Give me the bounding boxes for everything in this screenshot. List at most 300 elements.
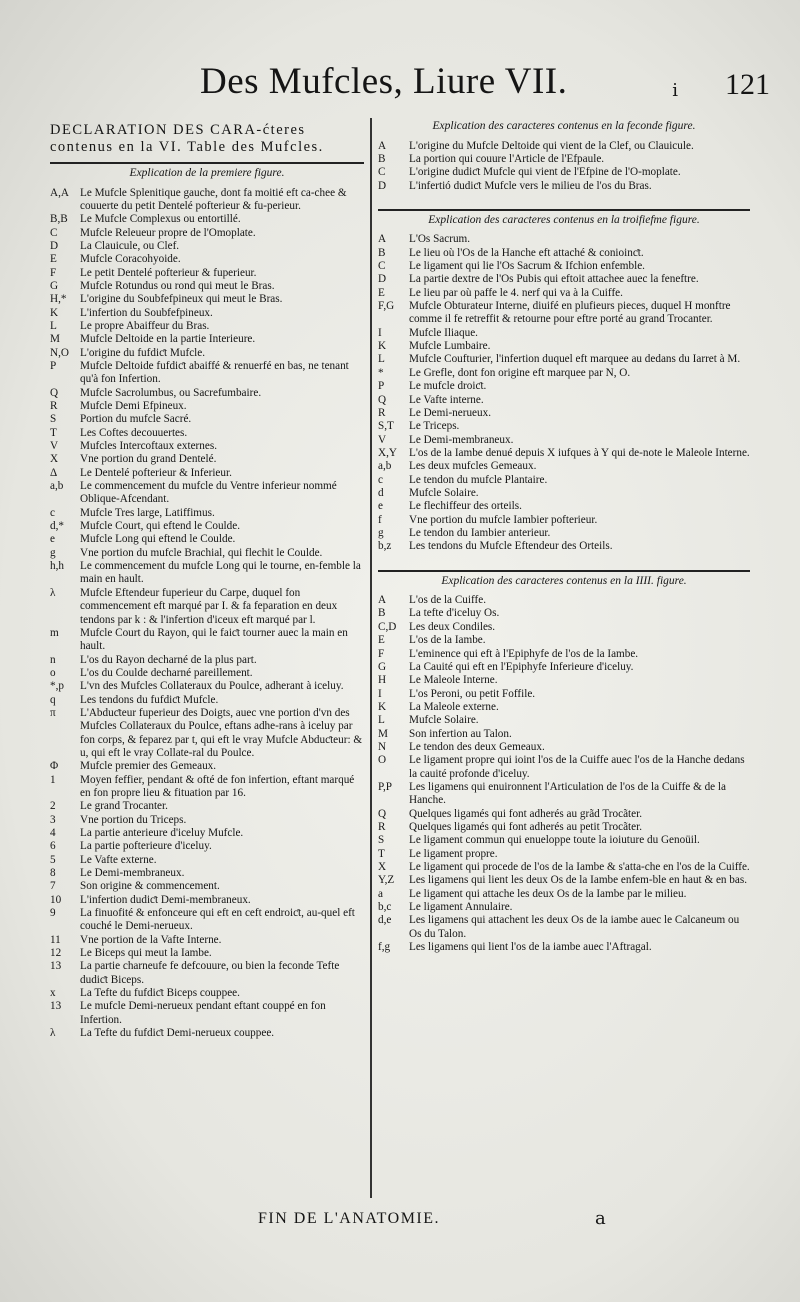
section-rule	[378, 570, 750, 572]
legend-entry	[50, 947, 364, 960]
legend-entry	[378, 327, 750, 340]
legend-entry	[378, 407, 750, 420]
legend-key: R	[378, 820, 386, 833]
legend-entry	[378, 367, 750, 380]
legend-key: 12	[50, 947, 62, 960]
legend-entry	[378, 514, 750, 527]
legend-entry	[378, 728, 750, 741]
legend-text: Les tendons du fufdiƈt Mufcle.	[80, 693, 219, 706]
legend-entry	[50, 253, 364, 266]
legend-text: Le lieu par où paffe le 4. nerf qui va à la Cuiffe.	[409, 286, 623, 299]
legend-key: B	[378, 152, 386, 165]
legend-text: Mufcle Solaire.	[409, 714, 479, 727]
legend-entry	[378, 434, 750, 447]
legend-key: *	[378, 366, 384, 379]
legend-text: L'Abduƈteur fuperieur des Doigts, auec vne portion d'vn des Mufcles Collateraux du Poulce, eftans adhe-rans à iceluy par fon corps, & feparez par t, qui eft le vray Mufcle Abduƈteur: & u, qui eft le vray Collate-ral du Poulce.	[80, 706, 363, 759]
legend-entry	[378, 166, 750, 179]
legend-key: E	[378, 634, 385, 647]
section-rule	[378, 209, 750, 211]
legend-entry	[50, 1000, 364, 1027]
legend-text: Les ligamens qui lient les deux Os de la Iambe enfem-ble en haut & en bas.	[409, 874, 748, 887]
legend-key: K	[378, 700, 387, 713]
legend-text: L'os Peroni, ou petit Foffile.	[409, 687, 536, 700]
legend-entry	[50, 587, 364, 627]
legend-entry	[378, 781, 750, 808]
legend-text: Les Coftes decouuertes.	[80, 426, 188, 439]
legend-text: Les deux mufcles Gemeaux.	[409, 460, 537, 473]
legend-entry	[378, 380, 750, 393]
legend-key: X	[378, 861, 387, 873]
legend-entry	[50, 774, 364, 801]
legend-key: H	[378, 674, 387, 687]
legend-entry	[50, 507, 364, 520]
legend-list-fourth-figure	[378, 594, 750, 954]
legend-text: L'origine du fufdiƈt Mufcle.	[80, 346, 206, 359]
legend-text: Mufcle Court du Rayon, qui le faiƈt tourner auec la main en hault.	[80, 626, 348, 653]
legend-entry	[378, 487, 750, 500]
legend-text: L'origine du Soubfefpineux qui meut le Bras.	[80, 293, 283, 306]
legend-entry	[378, 500, 750, 513]
legend-key: Q	[50, 386, 59, 399]
legend-key: m	[50, 626, 59, 639]
legend-list-second-figure	[378, 140, 750, 193]
handwritten-mark: a	[595, 1208, 606, 1229]
legend-key: O	[378, 754, 387, 767]
legend-entry	[378, 447, 750, 460]
legend-text: Les ligamens qui attachent les deux Os de la iambe auec le Calcaneum ou Os du Talon.	[409, 914, 740, 940]
legend-key: P	[50, 359, 57, 372]
legend-text: Mufcle Demi Efpineux.	[80, 400, 187, 412]
legend-text: Le mufcle Demi-nerueux pendant eftant couppé en fon Infertion.	[80, 1000, 326, 1026]
legend-entry	[378, 180, 750, 193]
legend-entry	[378, 621, 750, 634]
legend-list-third-figure	[378, 233, 750, 553]
legend-entry	[50, 240, 364, 253]
legend-text: Vne portion du mufcle Iambier pofterieur.	[409, 513, 598, 526]
legend-entry	[50, 467, 364, 480]
legend-key: o	[50, 666, 56, 679]
legend-key: K	[378, 340, 387, 353]
legend-key: x	[50, 987, 56, 1000]
legend-entry	[50, 520, 364, 533]
legend-key: f,g	[378, 941, 391, 954]
legend-entry	[378, 941, 750, 954]
legend-entry	[50, 694, 364, 707]
legend-entry	[50, 307, 364, 320]
legend-text: Le flechiffeur des orteils.	[409, 500, 522, 513]
legend-entry	[50, 560, 364, 587]
legend-key: Δ	[50, 466, 58, 479]
legend-entry	[378, 901, 750, 914]
legend-text: La partie dextre de l'Os Pubis qui eftoit attachee auec la feneftre.	[409, 273, 699, 286]
legend-entry	[50, 347, 364, 360]
legend-text: L'os du Coulde decharné pareillement.	[80, 666, 253, 679]
legend-key: T	[378, 847, 385, 860]
legend-entry	[378, 300, 750, 327]
legend-key: L	[50, 319, 57, 332]
legend-key: b,c	[378, 901, 392, 914]
legend-entry	[378, 634, 750, 647]
legend-text: Le ligament qui lie l'Os Sacrum & Ifchion enfemble.	[409, 260, 645, 273]
legend-text: Vne portion du mufcle Brachial, qui flechit le Coulde.	[80, 546, 323, 559]
legend-text: L'origine du Mufcle Deltoide qui vient de la Clef, ou Clauicule.	[409, 139, 694, 152]
legend-text: Le Vafte externe.	[80, 853, 157, 866]
legend-key: 8	[50, 867, 56, 880]
legend-key: N	[378, 740, 387, 753]
legend-entry	[378, 594, 750, 607]
legend-entry	[378, 273, 750, 286]
legend-text: La Clauicule, ou Clef.	[80, 239, 180, 252]
legend-text: L'vn des Mufcles Collateraux du Poulce, adherant à iceluy.	[80, 680, 344, 693]
legend-entry	[50, 480, 364, 507]
legend-text: Mufcle premier des Gemeaux.	[80, 760, 217, 773]
legend-entry	[50, 547, 364, 560]
legend-entry	[50, 934, 364, 947]
legend-text: Mufcle Solaire.	[409, 486, 479, 499]
legend-entry	[378, 848, 750, 861]
legend-text: La Tefte du fufdiƈt Demi-nerueux couppee.	[80, 1027, 275, 1040]
legend-entry	[50, 387, 364, 400]
legend-text: Le ligament propre.	[409, 847, 498, 860]
legend-key: B	[378, 246, 386, 259]
legend-entry	[378, 287, 750, 300]
section-rule	[50, 162, 364, 164]
legend-key: e	[378, 500, 383, 513]
legend-text: Mufcle Iliaque.	[409, 326, 478, 339]
legend-text: Le Maleole Interne.	[409, 674, 498, 687]
legend-text: Le ligament qui procede de l'os de la Iambe & s'atta-che en l'os de la Cuiffe.	[409, 861, 750, 873]
legend-entry	[378, 714, 750, 727]
legend-text: Le Demi-membraneux.	[409, 433, 514, 446]
legend-text: Le Demi-nerueux.	[409, 406, 492, 419]
legend-text: Mufcle Tres large, Latiffimus.	[80, 506, 215, 519]
legend-key: e	[50, 533, 55, 546]
legend-text: Mufcle Sacrolumbus, ou Sacrefumbaire.	[80, 386, 262, 399]
legend-key: Y,Z	[378, 874, 395, 887]
legend-text: La Maleole externe.	[409, 700, 499, 713]
legend-entry	[378, 353, 750, 366]
legend-entry	[378, 741, 750, 754]
legend-key: L	[378, 353, 385, 366]
legend-text: L'os de la Iambe.	[409, 634, 486, 647]
legend-key: 13	[50, 1000, 62, 1013]
column-divider	[370, 118, 372, 1198]
legend-text: Le Triceps.	[409, 420, 460, 433]
legend-entry	[50, 907, 364, 934]
legend-text: Le tendon du mufcle Plantaire.	[409, 473, 548, 486]
legend-entry	[50, 654, 364, 667]
legend-key: d	[378, 486, 384, 499]
legend-key: 1	[50, 773, 56, 786]
legend-key: F	[378, 647, 385, 660]
section-title-fourth-figure: Explication des caracteres contenus en la IIII. figure.	[441, 574, 687, 587]
legend-key: C	[378, 260, 386, 273]
legend-entry	[378, 233, 750, 246]
legend-key: V	[50, 440, 59, 453]
legend-text: Le Demi-membraneux.	[80, 867, 185, 880]
legend-entry	[378, 688, 750, 701]
legend-key: X	[50, 453, 59, 466]
legend-text: La partie charneufe fe defcouure, ou bien la feconde Tefte dudiƈt Biceps.	[80, 960, 340, 986]
right-column	[378, 118, 750, 954]
legend-text: L'os de la Iambe denué depuis X iufques à Y qui de-note le Maleole Interne.	[409, 446, 750, 459]
legend-text: Quelques ligamés qui font adherés au grãd Trocãter.	[409, 807, 643, 820]
legend-key: B	[378, 607, 386, 620]
legend-entry	[50, 1027, 364, 1040]
legend-key: S	[50, 413, 57, 426]
legend-entry	[50, 400, 364, 413]
legend-entry	[378, 460, 750, 473]
legend-key: A,A	[50, 186, 69, 199]
legend-key: D	[378, 179, 387, 192]
legend-entry	[378, 888, 750, 901]
legend-entry	[378, 474, 750, 487]
legend-text: Le tendon des deux Gemeaux.	[409, 740, 545, 753]
legend-key: N,O	[50, 346, 69, 359]
legend-key: F,G	[378, 300, 395, 313]
legend-key: M	[378, 727, 388, 740]
legend-key: Q	[378, 393, 387, 406]
legend-key: B,B	[50, 213, 68, 226]
legend-text: Le ligament commun qui enueloppe toute la ioiuture du Genoüil.	[409, 834, 700, 847]
legend-entry	[378, 247, 750, 260]
legend-entry	[50, 760, 364, 773]
section-title-first-figure: Explication de la premiere figure.	[129, 167, 285, 179]
legend-entry	[50, 333, 364, 346]
legend-text: Mufcle Rotundus ou rond qui meut le Bras.	[80, 279, 275, 292]
legend-entry	[378, 834, 750, 847]
legend-text: Mufcle Deltoide fufdiƈt abaiffé & renuerfé en bas, ne tenant qu'à fon Infertion.	[80, 359, 349, 386]
legend-text: Le Mufcle Splenitique gauche, dont fa moitié eft ca-chee & couuerte du petit Dentelé pofterieur & fu-perieur.	[80, 186, 347, 212]
legend-text: Les ligamens qui lient l'os de la iambe auec l'Aftragal.	[409, 941, 652, 954]
running-title: Des Mufcles, Liure VII.	[200, 61, 568, 102]
legend-entry	[378, 260, 750, 273]
legend-text: Vne portion de la Vafte Interne.	[80, 933, 222, 946]
legend-entry	[50, 187, 364, 214]
legend-key: g	[50, 546, 56, 559]
legend-text: Vne portion du grand Dentelé.	[80, 453, 217, 466]
legend-key: G	[50, 279, 59, 292]
legend-entry	[378, 861, 750, 874]
legend-key: 10	[50, 893, 62, 906]
legend-entry	[378, 420, 750, 433]
legend-key: D	[378, 273, 387, 286]
legend-entry	[378, 674, 750, 687]
legend-key: F	[50, 266, 57, 279]
legend-text: Le lieu où l'Os de la Hanche eft attaché & conioinƈt.	[409, 246, 644, 259]
legend-entry	[50, 440, 364, 453]
legend-entry	[50, 960, 364, 987]
legend-key: G	[378, 660, 387, 673]
legend-entry	[50, 267, 364, 280]
legend-text: La tefte d'iceluy Os.	[409, 607, 500, 620]
legend-key: S,T	[378, 420, 394, 433]
legend-entry	[50, 800, 364, 813]
legend-text: Quelques ligamés qui font adherés au petit Trocãter.	[409, 820, 643, 833]
page-header	[50, 60, 770, 108]
legend-entry	[50, 827, 364, 840]
legend-text: Le Mufcle Complexus ou entortillé.	[80, 213, 241, 226]
legend-text: L'os du Rayon decharné de la plus part.	[80, 653, 257, 666]
legend-key: c	[378, 473, 383, 486]
legend-text: Mufcle Lumbaire.	[409, 340, 491, 353]
legend-key: Φ	[50, 760, 59, 773]
legend-text: Mufcle Deltoide en la partie Interieure.	[80, 333, 256, 346]
legend-key: E	[378, 286, 385, 299]
legend-text: Le Dentelé pofterieur & Inferieur.	[80, 466, 232, 479]
legend-key: Q	[378, 807, 387, 820]
legend-entry	[50, 413, 364, 426]
legend-entry	[50, 427, 364, 440]
legend-key: h,h	[50, 560, 64, 573]
legend-key: λ	[50, 1027, 56, 1040]
legend-entry	[50, 894, 364, 907]
legend-key: R	[50, 400, 58, 412]
legend-text: Le commencement du mufcle du Ventre inferieur nommé Oblique-Afcendant.	[80, 480, 337, 506]
legend-text: L'Os Sacrum.	[409, 233, 471, 246]
legend-text: Le ligament qui attache les deux Os de la Iambe par le milieu.	[409, 887, 687, 900]
legend-text: Le Grefle, dont fon origine eft marquee par N, O.	[409, 366, 631, 379]
legend-entry	[50, 867, 364, 880]
legend-entry	[50, 840, 364, 853]
left-column	[50, 118, 364, 1041]
legend-key: E	[50, 253, 57, 266]
legend-text: Mufcle Long qui eftend le Coulde.	[80, 533, 236, 546]
page-number: 121	[725, 68, 770, 101]
legend-text: La Cauité qui eft en l'Epiphyfe Inferieure d'iceluy.	[409, 660, 634, 673]
legend-text: Les deux Condiles.	[409, 620, 496, 633]
legend-key: 6	[50, 840, 56, 853]
legend-text: La portion qui couure l'Article de l'Efpaule.	[409, 152, 605, 165]
legend-key: P,P	[378, 780, 392, 793]
legend-entry	[378, 394, 750, 407]
legend-entry	[378, 607, 750, 620]
legend-text: Mufcle Court, qui eftend le Coulde.	[80, 520, 241, 533]
legend-entry	[50, 293, 364, 306]
legend-key: 5	[50, 853, 56, 866]
legend-key: a	[378, 887, 383, 900]
legend-text: Le propre Abaiffeur du Bras.	[80, 319, 210, 332]
legend-key: *,p	[50, 680, 64, 693]
legend-text: Mufcle Eftendeur fuperieur du Carpe, duquel fon commencement eft marqué par I. & fa feparation en deux tendons par k : & l'infertion d'iceux eft marqué par l.	[80, 586, 338, 626]
legend-key: S	[378, 834, 385, 847]
legend-entry	[50, 814, 364, 827]
legend-key: n	[50, 653, 56, 666]
legend-key: I	[378, 326, 382, 339]
legend-key: 4	[50, 827, 56, 839]
legend-text: Portion du mufcle Sacré.	[80, 413, 192, 426]
legend-entry	[378, 153, 750, 166]
legend-entry	[50, 453, 364, 466]
legend-text: La partie pofterieure d'iceluy.	[80, 840, 212, 853]
legend-key: 3	[50, 813, 56, 826]
legend-entry	[378, 540, 750, 553]
legend-entry	[50, 213, 364, 226]
legend-key: c	[50, 506, 55, 519]
legend-text: Les ligamens qui enuironnent l'Articulation de l'os de la Cuiffe & de la Hanche.	[409, 780, 726, 807]
legend-text: Mufcle Coracohyoide.	[80, 253, 181, 266]
legend-text: L'infertion dudiƈt Demi-membraneux.	[80, 893, 251, 906]
legend-key: 7	[50, 880, 56, 893]
legend-text: L'eminence qui eft à l'Epiphyfe de l'os de la Iambe.	[409, 647, 639, 660]
legend-entry	[50, 280, 364, 293]
legend-key: K	[50, 306, 59, 319]
legend-entry	[378, 140, 750, 153]
legend-key: D	[50, 239, 59, 252]
legend-text: Le mufcle droiƈt.	[409, 380, 487, 393]
legend-entry	[378, 340, 750, 353]
legend-text: Mufcle Obturateur Interne, diuifé en plufieurs pieces, duquel H monftre comme il fe retreffit & retourne pour eftre porté au grand Trocanter.	[409, 300, 731, 326]
legend-text: Le Vafte interne.	[409, 393, 484, 406]
legend-key: a,b	[50, 480, 64, 493]
declaration-title: DECLARATION DES CARA-ćteres contenus en la VI. Table des Mufcles.	[50, 122, 324, 155]
legend-entry	[50, 707, 364, 760]
legend-key: a,b	[378, 460, 392, 473]
legend-entry	[378, 661, 750, 674]
legend-entry	[50, 667, 364, 680]
legend-text: Le ligament propre qui ioint l'os de la Cuiffe auec l'os de la Hanche dedans la cauité profonde d'iceluy.	[409, 754, 745, 780]
legend-key: 13	[50, 960, 62, 973]
legend-entry	[50, 627, 364, 654]
legend-key: d,e	[378, 914, 392, 927]
legend-key: I	[378, 687, 382, 700]
legend-text: L'os de la Cuiffe.	[409, 594, 486, 607]
legend-key: A	[378, 594, 387, 607]
legend-key: T	[50, 426, 57, 439]
legend-text: Le commencement du mufcle Long qui le tourne, en-femble la main en hault.	[80, 560, 361, 586]
legend-text: La finuofité & enfonceure qui eft en ceft endroiƈt, au-quel eft couché le Demi-nerueux.	[80, 907, 355, 933]
legend-entry	[378, 648, 750, 661]
legend-text: Mufcle Releueur propre de l'Omoplate.	[80, 226, 256, 239]
legend-text: Le grand Trocanter.	[80, 800, 168, 813]
legend-text: Son infertion au Talon.	[409, 727, 512, 740]
legend-entry	[50, 360, 364, 387]
legend-key: q	[50, 693, 56, 706]
legend-key: d,*	[50, 520, 64, 533]
end-of-anatomy: FIN DE L'ANATOMIE.	[258, 1210, 441, 1227]
legend-key: M	[50, 333, 60, 346]
legend-key: C,D	[378, 620, 397, 633]
legend-entry	[378, 754, 750, 781]
legend-key: 2	[50, 800, 56, 813]
legend-key: A	[378, 233, 387, 246]
legend-text: Mufcles Intercoftaux externes.	[80, 440, 217, 453]
legend-list-first-figure	[50, 187, 364, 1041]
legend-text: La partie anterieure d'iceluy Mufcle.	[80, 827, 244, 839]
legend-key: R	[378, 406, 386, 419]
legend-text: Son origine & commencement.	[80, 880, 220, 893]
legend-key: 9	[50, 907, 56, 920]
legend-entry	[50, 680, 364, 693]
legend-text: Le Biceps qui meut la Iambe.	[80, 947, 212, 960]
legend-text: Le ligament Annulaire.	[409, 901, 513, 914]
legend-key: π	[50, 706, 56, 719]
legend-text: L'infertió dudiƈt Mufcle vers le milieu de l'os du Bras.	[409, 179, 652, 192]
section-title-third-figure: Explication des caracteres contenus en la troifiefme figure.	[428, 213, 700, 226]
legend-entry	[50, 987, 364, 1000]
legend-entry	[378, 701, 750, 714]
legend-text: Le tendon du Iambier anterieur.	[409, 526, 551, 539]
corner-mark: i	[672, 80, 678, 101]
legend-text: La Tefte du fufdiƈt Biceps couppee.	[80, 987, 240, 1000]
legend-text: L'infertion du Soubfefpineux.	[80, 306, 213, 319]
legend-text: Le petit Dentelé pofterieur & fuperieur.	[80, 266, 257, 279]
legend-key: P	[378, 380, 385, 393]
legend-text: Les tendons du Mufcle Eftendeur des Orteils.	[409, 540, 613, 553]
legend-text: L'origine dudiƈt Mufcle qui vient de l'Efpine de l'O-moplate.	[409, 166, 681, 179]
legend-entry	[378, 808, 750, 821]
legend-key: 11	[50, 933, 61, 946]
